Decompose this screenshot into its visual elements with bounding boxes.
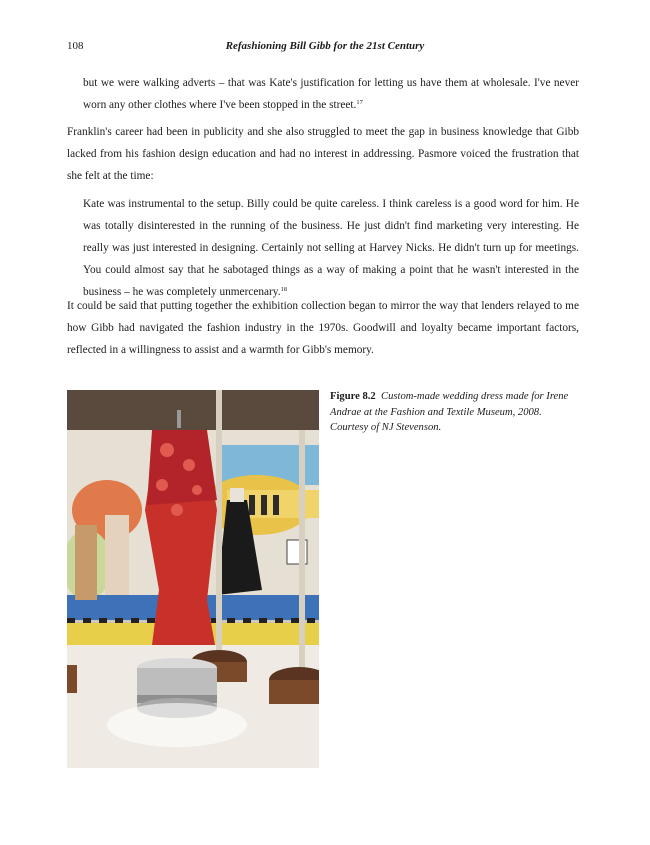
figure-caption-text: Custom-made wedding dress made for Irene Andrae at the Fashion and Textile Museum, 2008. Courtesy of NJ Stevenson.	[330, 391, 569, 433]
page-number: 108	[67, 40, 84, 52]
block-quote-text: Kate was instrumental to the setup. Billy could be quite careless. I think careless is a good word for him. He was totally disinterested in the running of the business. He just didn't find marketing very interesting. He really was just interested in designing. Certainly not selling at Harvey Nicks. He didn't turn up for meetings. You could almost say that he sabotaged things as a way of making a point that he wasn't interested in the business – he was completely unmercenary.	[83, 198, 579, 298]
running-title: Refashioning Bill Gibb for the 21st Century	[225, 40, 425, 52]
endnote-ref-17: 17	[356, 99, 363, 106]
exhibition-photo	[67, 390, 319, 768]
figure-label: Figure 8.2	[330, 391, 376, 402]
quote-continuation	[83, 72, 579, 116]
running-header	[67, 40, 583, 56]
block-quote-pasmore	[83, 193, 579, 303]
body-paragraph-franklin: Franklin's career had been in publicity and she also struggled to meet the gap in business knowledge that Gibb lacked from his fashion design education and had no interest in addressing. Pasmore voiced the frustration that she felt at the time:	[67, 126, 579, 182]
figure-photo-wedding-dress	[67, 390, 319, 768]
endnote-ref-18: 18	[280, 286, 288, 293]
figure-caption	[330, 389, 580, 436]
body-paragraph-exhibition: It could be said that putting together the exhibition collection began to mirror the way that lenders relayed to me how Gibb had navigated the fashion industry in the 1970s. Goodwill and loyalty became important factors, reflected in a willingness to assist and a warmth for Gibb's memory.	[67, 300, 579, 356]
quote-continuation-text: but we were walking adverts – that was Kate's justification for letting us have them at wholesale. I've never worn any other clothes where I've been stopped in the street.	[83, 77, 579, 111]
